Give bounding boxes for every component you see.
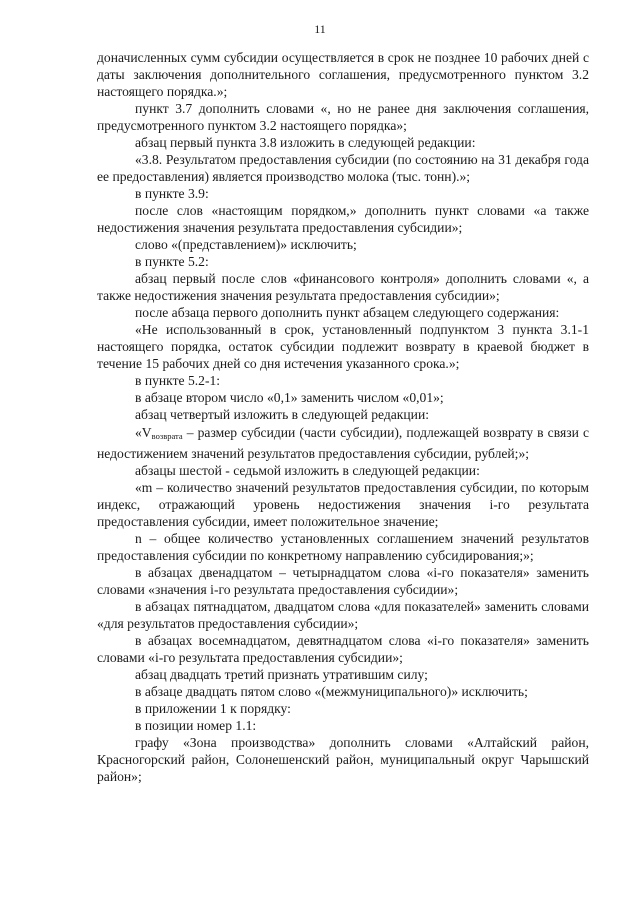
paragraph: в абзаце двадцать пятом слово «(межмуниципального)» исключить; xyxy=(135,684,528,699)
paragraph: в абзацах двенадцатом – четырнадцатом слова «i-го показателя» заменить словами «значения i-го результата предоставления субсидии»; xyxy=(97,565,589,597)
formula-text: – размер субсидии (части субсидии), подлежащей возврату в связи с недостижением значений результатов предоставления субсидии, рублей;»; xyxy=(97,425,589,461)
formula-paragraph xyxy=(97,424,589,462)
paragraph: n – общее количество установленных соглашением значений результатов предоставления субсидии по конкретному направлению субсидирования;»; xyxy=(97,531,589,563)
paragraph: слово «(представлением)» исключить; xyxy=(135,237,357,252)
paragraph: после слов «настоящим порядком,» дополнить пункт словами «а также недостижения значения результата предоставления субсидии»; xyxy=(97,203,589,235)
paragraph: абзац четвертый изложить в следующей редакции: xyxy=(135,407,430,422)
paragraph: в абзацах пятнадцатом, двадцатом слова «для показателей» заменить словами «для результатов предоставления субсидии»; xyxy=(97,599,589,631)
paragraph: доначисленных сумм субсидии осуществляется в срок не позднее 10 рабочих дней с даты заключения дополнительного соглашения, предусмотренного пунктом 3.2 настоящего порядка.»; xyxy=(97,50,589,99)
paragraph: абзацы шестой - седьмой изложить в следующей редакции: xyxy=(135,463,480,478)
paragraph: абзац первый после слов «финансового контроля» дополнить словами «, а также недостижения значения результата предоставления субсидии»; xyxy=(97,271,589,303)
paragraph: в абзаце втором число «0,1» заменить числом «0,01»; xyxy=(135,390,444,405)
paragraph: в пункте 3.9: xyxy=(135,186,209,201)
paragraph: в пункте 5.2-1: xyxy=(135,373,221,388)
paragraph: в абзацах восемнадцатом, девятнадцатом слова «i-го показателя» заменить словами «i-го результата предоставления субсидии»; xyxy=(97,633,589,665)
paragraph: в приложении 1 к порядку: xyxy=(135,701,291,716)
paragraph: «m – количество значений результатов предоставления субсидии, по которым индекс, отражающий уровень недостижения значения i-го результата предоставления субсидии, имеет положительное значение; xyxy=(97,480,589,529)
formula-symbol: «V xyxy=(135,425,152,440)
page-number: 11 xyxy=(314,22,326,36)
formula-subscript: возврата xyxy=(151,431,183,441)
document-body xyxy=(97,49,589,785)
paragraph: в позиции номер 1.1: xyxy=(135,718,257,733)
paragraph: пункт 3.7 дополнить словами «, но не ранее дня заключения соглашения, предусмотренного пунктом 3.2 настоящего порядка»; xyxy=(97,101,589,133)
paragraph: абзац первый пункта 3.8 изложить в следующей редакции: xyxy=(135,135,476,150)
paragraph: графу «Зона производства» дополнить словами «Алтайский район, Красногорский район, Солонешенский район, муниципальный округ Чарышский район»; xyxy=(97,735,589,784)
paragraph: «3.8. Результатом предоставления субсидии (по состоянию на 31 декабря года ее предоставления) является производство молока (тыс. тонн).»; xyxy=(97,152,589,184)
paragraph: абзац двадцать третий признать утратившим силу; xyxy=(135,667,428,682)
paragraph: после абзаца первого дополнить пункт абзацем следующего содержания: xyxy=(135,305,560,320)
paragraph: «Не использованный в срок, установленный подпунктом 3 пункта 3.1-1 настоящего порядка, остаток субсидии подлежит возврату в краевой бюджет в течение 15 рабочих дней со дня истечения указанного срока.»; xyxy=(97,322,589,371)
paragraph: в пункте 5.2: xyxy=(135,254,209,269)
